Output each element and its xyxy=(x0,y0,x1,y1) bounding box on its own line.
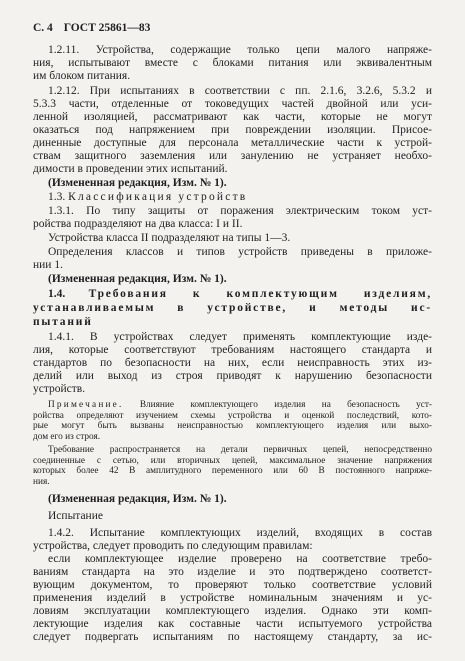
note-line: рые могут быть вызваны неисправностью комплектующего изделия или выхо- xyxy=(33,421,432,431)
text-line: ствам защитного заземления или занулению не устраняет необхо- xyxy=(33,150,432,162)
text-line: стандартов по безопасности на них, если неисправность этих из- xyxy=(33,357,432,369)
amendment-note: (Измененная редакция, Изм. № 1). xyxy=(48,493,227,505)
amendment-note: (Измененная редакция, Изм. № 1). xyxy=(48,177,227,189)
note-text: Влияние комплектующего изделия на безопасность уст- xyxy=(139,400,433,410)
section-number: 1.3. xyxy=(48,191,66,203)
text-line: ленной изоляцией, рассматривают как части, которые не могут xyxy=(33,111,432,123)
heading-line xyxy=(48,288,432,301)
text-line: вующим документом, то проверяют только соответствие условий xyxy=(33,579,432,591)
text-line: 1.2.11. Устройства, содержащие только цепи малого напряже- xyxy=(48,44,432,56)
text-line: ройства подразделяют на два класса: I и II. xyxy=(33,218,243,230)
page-number: С. 4 xyxy=(33,22,53,34)
text-line: Определения классов и типов устройств приведены в приложе- xyxy=(48,246,432,258)
text-line: 1.4.2. Испытание комплектующих изделий, входящих в состав xyxy=(48,527,432,539)
text-line: 1.4.1. В устройствах следует применять комплектующие изде- xyxy=(48,331,432,343)
text-line: ловиям эксплуатации комплектующего изделия. Однако эти комп- xyxy=(33,605,432,617)
text-line: ваниям стандарта на это изделие и это подтверждено соответст- xyxy=(33,566,432,578)
text-line: нии 1. xyxy=(33,259,63,271)
text-line: им блоком питания. xyxy=(33,70,131,82)
text-line: лектующие изделия как составные части испытуемого устройства xyxy=(33,618,432,630)
note-label: Примечание. xyxy=(48,400,124,410)
text-line: применения изделий в устройстве номинальным значениям и ус- xyxy=(33,592,432,604)
text-line: устройств. xyxy=(33,383,86,395)
section-number: 1.4. xyxy=(48,288,66,300)
heading-line: пытаний xyxy=(33,316,93,328)
heading-line: устанавливаемым в устройстве, и методы ис- xyxy=(33,302,432,314)
text-line: 1.3.1. По типу защиты от поражения электрическим током уст- xyxy=(48,205,432,217)
text-line: оказаться под напряжением при повреждении изоляции. Присое- xyxy=(33,124,432,136)
text-line: делий или выход из строя приводят к нарушению безопасности xyxy=(33,370,432,382)
text-line: диненные доступные для персонала металлические части к устрой- xyxy=(33,137,432,149)
section-heading-1-3 xyxy=(48,191,432,204)
text-line: ния, испытывают вместе с блоками питания или эквивалентным xyxy=(33,57,432,69)
subsection-heading: Испытание xyxy=(48,510,103,522)
standard-code: ГОСТ 25861—83 xyxy=(63,22,151,34)
text-line: димости в проведении этих испытаний. xyxy=(33,163,228,175)
note-line: ройства определяют изучением схемы устройства и оценкой последствий, кото- xyxy=(33,411,432,421)
text-line: 1.2.12. При испытаниях в соответствии с пп. 2.1.6, 3.2.6, 5.3.2 и xyxy=(48,85,432,97)
note-line: соединенные с сетью, или вторичных цепей, максимальное значение напряжения xyxy=(33,456,432,466)
note-line: дом его из строя. xyxy=(33,432,101,442)
note-line: Требование распространяется на детали первичных цепей, непосредственно xyxy=(48,445,432,455)
note-line: которых более 42 В амплитудного переменного или 60 В постоянного напряже- xyxy=(33,466,432,476)
section-title: Требования к комплектующим изделиям, xyxy=(88,288,433,300)
text-line: 5.3.3 части, отделенные от токоведущих частей двойной или уси- xyxy=(33,98,432,110)
note-line xyxy=(48,400,432,411)
text-line: устройства, следует проводить по следующим правилам: xyxy=(33,540,313,552)
page-header xyxy=(33,22,158,35)
section-title: Классификация устройств xyxy=(68,191,248,203)
amendment-note: (Измененная редакция, Изм. № 1). xyxy=(48,273,227,285)
text-line: если комплектующее изделие проверено на соответствие требо- xyxy=(48,553,432,565)
text-line: следует подвергать испытаниям по настоящему стандарту, за ис- xyxy=(33,631,432,643)
text-line: Устройства класса II подразделяют на типы 1—3. xyxy=(48,232,291,244)
text-line: лия, которые соответствуют требованиям настоящего стандарта и xyxy=(33,344,432,356)
note-line: ния. xyxy=(33,477,50,487)
